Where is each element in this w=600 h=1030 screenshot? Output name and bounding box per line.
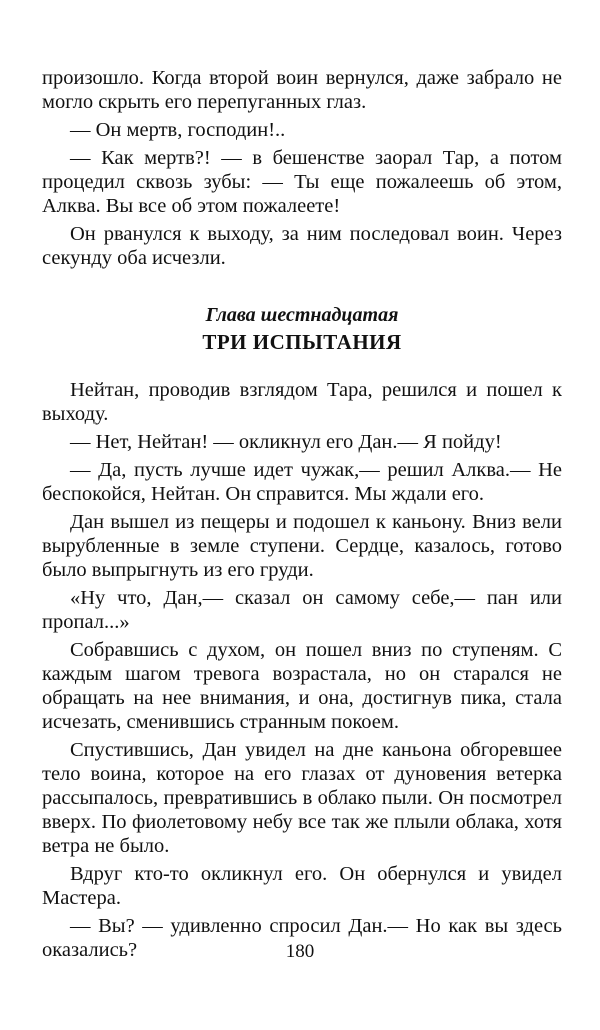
- page-number: 180: [285, 941, 315, 962]
- paragraph: — Нет, Нейтан! — окликнул его Дан.— Я пойду!: [70, 431, 502, 453]
- paragraph: Собравшись с духом, он пошел вниз по ступеням. С каждым шагом тревога возрастала, но он старался не обращать на нее внимания, и она, достигнув пика, стала исчезать, сменившись странным покоем.: [42, 639, 562, 733]
- paragraph: — Как мертв?! — в бешенстве заорал Тар, а потом процедил сквозь зубы: — Ты еще пожалеешь об этом, Алква. Вы все об этом пожалеете!: [42, 147, 562, 217]
- paragraph-continued: произошло. Когда второй воин вернулся, даже забрало не могло скрыть его перепуганных глаз.: [42, 67, 562, 113]
- paragraph: Вдруг кто-то окликнул его. Он обернулся и увидел Мастера.: [42, 863, 562, 909]
- book-page: [42, 66, 562, 966]
- paragraph: — Да, пусть лучше идет чужак,— решил Алква.— Не беспокойся, Нейтан. Он справится. Мы ждали его.: [42, 459, 562, 505]
- paragraph: — Он мертв, господин!..: [70, 119, 286, 141]
- chapter-label: Глава шестнадцатая: [205, 304, 399, 326]
- paragraph: Он рванулся к выходу, за ним последовал воин. Через секунду оба исчезли.: [42, 223, 562, 269]
- paragraph: Нейтан, проводив взглядом Тара, решился и пошел к выходу.: [42, 379, 562, 425]
- chapter-heading: [42, 302, 562, 356]
- chapter-title: ТРИ ИСПЫТАНИЯ: [202, 330, 402, 354]
- paragraph: — Вы? — удивленно спросил Дан.— Но как вы здесь оказались?: [42, 915, 562, 961]
- paragraph: «Ну что, Дан,— сказал он самому себе,— пан или пропал...»: [42, 587, 562, 633]
- paragraph: Дан вышел из пещеры и подошел к каньону. Вниз вели вырубленные в земле ступени. Сердце, казалось, готово было выпрыгнуть из его груди.: [42, 511, 562, 581]
- paragraph: Спустившись, Дан увидел на дне каньона обгоревшее тело воина, которое на его глазах от дуновения ветерка рассыпалось, превратившись в облако пыли. Он посмотрел вверх. По фиолетовому небу все так же плыли облака, хотя ветра не было.: [42, 739, 562, 857]
